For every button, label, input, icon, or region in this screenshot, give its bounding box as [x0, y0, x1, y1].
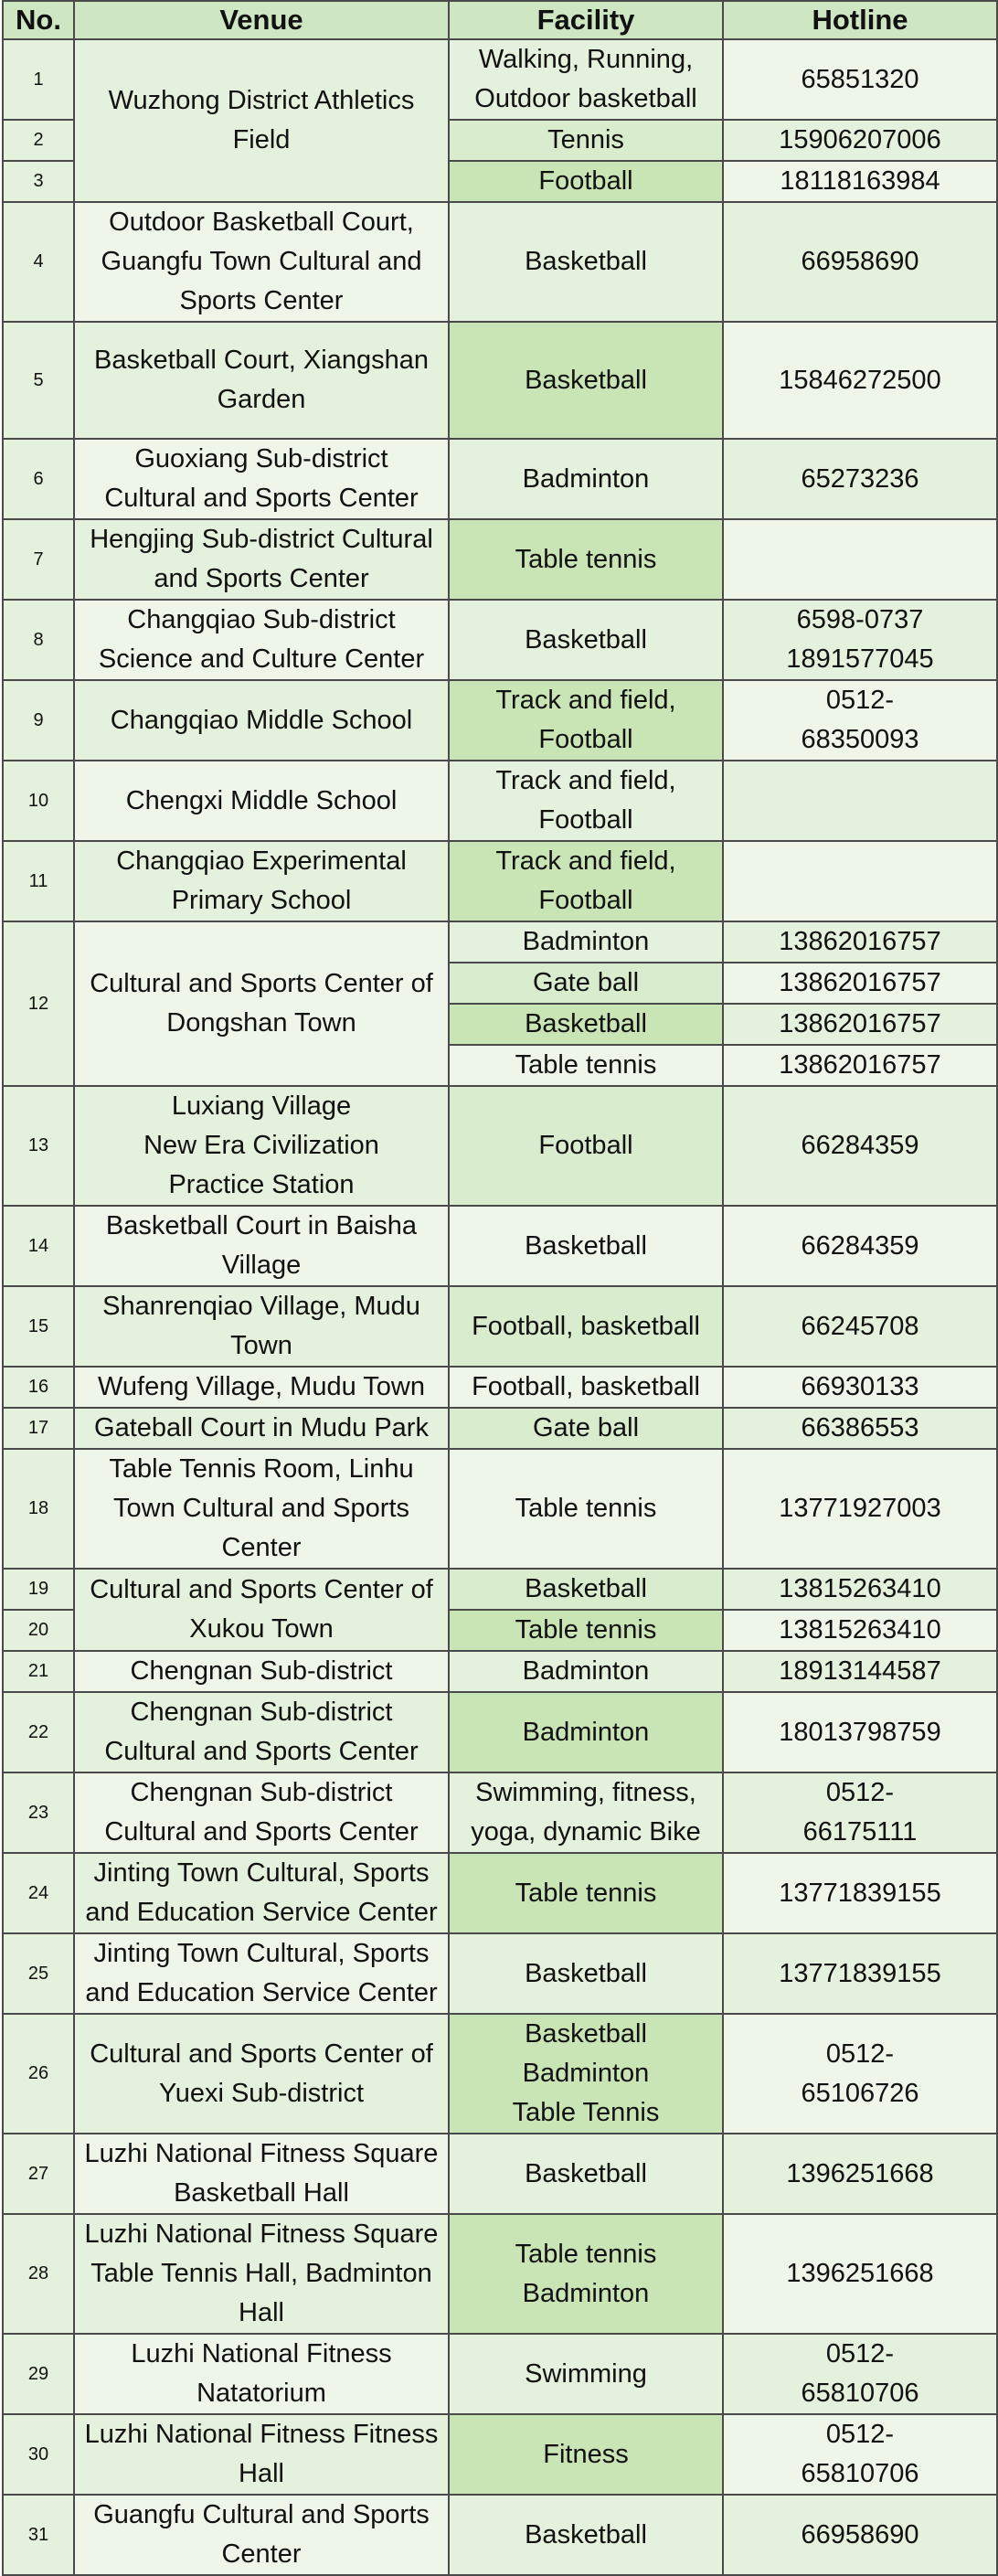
venue-cell: Cultural and Sports Center of Xukou Town	[74, 1569, 449, 1651]
row-number: 14	[3, 1206, 74, 1286]
row-number: 1	[3, 39, 74, 120]
venue-cell: Cultural and Sports Center of Dongshan Town	[74, 921, 449, 1086]
facility-cell: Swimming, fitness, yoga, dynamic Bike	[449, 1772, 723, 1853]
row-number: 19	[3, 1569, 74, 1610]
facility-cell: Tennis	[449, 120, 723, 161]
table-row	[3, 202, 997, 322]
hotline-cell: 18913144587	[723, 1651, 997, 1692]
table-row	[3, 2495, 997, 2575]
facility-cell: Football, basketball	[449, 1286, 723, 1367]
header-row	[3, 1, 997, 39]
hotline-cell: 0512- 68350093	[723, 680, 997, 761]
hotline-cell: 66386553	[723, 1408, 997, 1449]
facility-cell: Basketball	[449, 2134, 723, 2214]
venue-cell: Guoxiang Sub-district Cultural and Sports Center	[74, 439, 449, 519]
row-number: 15	[3, 1286, 74, 1367]
facility-cell: Football	[449, 1086, 723, 1206]
venue-cell: Luzhi National Fitness Natatorium	[74, 2334, 449, 2414]
row-number: 26	[3, 2014, 74, 2134]
table-row	[3, 2334, 997, 2414]
facility-cell: Football, basketball	[449, 1367, 723, 1408]
facility-cell: Table tennis Badminton	[449, 2214, 723, 2334]
header-facility: Facility	[449, 1, 723, 39]
row-number: 31	[3, 2495, 74, 2575]
table-row	[3, 2014, 997, 2134]
table-row	[3, 439, 997, 519]
venue-cell: Hengjing Sub-district Cultural and Sports Center	[74, 519, 449, 600]
hotline-cell: 66284359	[723, 1206, 997, 1286]
facility-cell: Badminton	[449, 921, 723, 963]
facility-cell: Basketball	[449, 202, 723, 322]
row-number: 6	[3, 439, 74, 519]
row-number: 12	[3, 921, 74, 1086]
hotline-cell: 66930133	[723, 1367, 997, 1408]
row-number: 17	[3, 1408, 74, 1449]
venue-cell: Chengnan Sub-district	[74, 1651, 449, 1692]
row-number: 10	[3, 761, 74, 841]
table-body	[3, 39, 997, 2575]
row-number: 30	[3, 2414, 74, 2495]
row-number: 13	[3, 1086, 74, 1206]
table-row	[3, 680, 997, 761]
row-number: 22	[3, 1692, 74, 1772]
venue-cell: Chengxi Middle School	[74, 761, 449, 841]
hotline-cell	[723, 761, 997, 841]
venue-cell: Cultural and Sports Center of Yuexi Sub-district	[74, 2014, 449, 2134]
table-row	[3, 841, 997, 921]
facility-cell: Badminton	[449, 439, 723, 519]
hotline-cell: 13862016757	[723, 1004, 997, 1045]
hotline-cell: 13862016757	[723, 921, 997, 963]
table-row	[3, 1206, 997, 1286]
table-row	[3, 1853, 997, 1933]
facility-cell: Basketball Badminton Table Tennis	[449, 2014, 723, 2134]
hotline-cell: 66958690	[723, 2495, 997, 2575]
facility-cell: Track and field, Football	[449, 680, 723, 761]
hotline-cell: 18013798759	[723, 1692, 997, 1772]
hotline-cell: 13771839155	[723, 1933, 997, 2014]
facility-cell: Basketball	[449, 1933, 723, 2014]
venue-cell: Guangfu Cultural and Sports Center	[74, 2495, 449, 2575]
facility-cell: Table tennis	[449, 1610, 723, 1651]
table-row	[3, 1367, 997, 1408]
facility-cell: Basketball	[449, 2495, 723, 2575]
table-row	[3, 1086, 997, 1206]
row-number: 3	[3, 161, 74, 202]
hotline-cell: 1396251668	[723, 2134, 997, 2214]
facility-cell: Table tennis	[449, 1853, 723, 1933]
row-number: 8	[3, 600, 74, 680]
row-number: 21	[3, 1651, 74, 1692]
hotline-cell: 66245708	[723, 1286, 997, 1367]
facility-cell: Walking, Running, Outdoor basketball	[449, 39, 723, 120]
facility-cell: Badminton	[449, 1692, 723, 1772]
venue-cell: Wuzhong District Athletics Field	[74, 39, 449, 202]
row-number: 25	[3, 1933, 74, 2014]
hotline-cell	[723, 841, 997, 921]
hotline-cell: 18118163984	[723, 161, 997, 202]
hotline-cell: 0512- 66175111	[723, 1772, 997, 1853]
venue-cell: Jinting Town Cultural, Sports and Education Service Center	[74, 1933, 449, 2014]
hotline-cell: 6598-0737 1891577045	[723, 600, 997, 680]
venue-cell: Luzhi National Fitness Fitness Hall	[74, 2414, 449, 2495]
facility-cell: Basketball	[449, 600, 723, 680]
table-row	[3, 1449, 997, 1569]
hotline-cell: 66958690	[723, 202, 997, 322]
venue-cell: Luxiang Village New Era Civilization Practice Station	[74, 1086, 449, 1206]
venue-cell: Changqiao Sub-district Science and Culture Center	[74, 600, 449, 680]
table-row	[3, 1651, 997, 1692]
row-number: 24	[3, 1853, 74, 1933]
hotline-cell: 0512- 65810706	[723, 2334, 997, 2414]
venue-cell: Luzhi National Fitness Square Table Tennis Hall, Badminton Hall	[74, 2214, 449, 2334]
table-row	[3, 2134, 997, 2214]
hotline-cell: 66284359	[723, 1086, 997, 1206]
hotline-cell: 13862016757	[723, 1045, 997, 1086]
facility-table	[2, 0, 998, 2576]
hotline-cell: 1396251668	[723, 2214, 997, 2334]
table-row	[3, 1692, 997, 1772]
row-number: 20	[3, 1610, 74, 1651]
venue-cell: Basketball Court, Xiangshan Garden	[74, 322, 449, 439]
hotline-cell: 0512- 65106726	[723, 2014, 997, 2134]
row-number: 4	[3, 202, 74, 322]
table-row	[3, 1772, 997, 1853]
facility-cell: Basketball	[449, 1004, 723, 1045]
row-number: 5	[3, 322, 74, 439]
row-number: 29	[3, 2334, 74, 2414]
hotline-cell: 15906207006	[723, 120, 997, 161]
table-row	[3, 2414, 997, 2495]
venue-cell: Chengnan Sub-district Cultural and Sports Center	[74, 1692, 449, 1772]
hotline-cell	[723, 519, 997, 600]
venue-cell: Jinting Town Cultural, Sports and Education Service Center	[74, 1853, 449, 1933]
header-venue: Venue	[74, 1, 449, 39]
facility-cell: Fitness	[449, 2414, 723, 2495]
row-number: 16	[3, 1367, 74, 1408]
facility-cell: Basketball	[449, 1569, 723, 1610]
table-row	[3, 322, 997, 439]
venue-cell: Gateball Court in Mudu Park	[74, 1408, 449, 1449]
venue-cell: Outdoor Basketball Court, Guangfu Town Cultural and Sports Center	[74, 202, 449, 322]
facility-cell: Table tennis	[449, 519, 723, 600]
header-no: No.	[3, 1, 74, 39]
facility-cell: Basketball	[449, 322, 723, 439]
facility-cell: Table tennis	[449, 1045, 723, 1086]
hotline-cell: 13771839155	[723, 1853, 997, 1933]
table-row	[3, 2214, 997, 2334]
table-row	[3, 761, 997, 841]
venue-cell: Basketball Court in Baisha Village	[74, 1206, 449, 1286]
venue-cell: Changqiao Experimental Primary School	[74, 841, 449, 921]
table-row	[3, 519, 997, 600]
hotline-cell: 13862016757	[723, 963, 997, 1004]
hotline-cell: 13815263410	[723, 1569, 997, 1610]
facility-cell: Football	[449, 161, 723, 202]
facility-cell: Track and field, Football	[449, 761, 723, 841]
hotline-cell: 65273236	[723, 439, 997, 519]
facility-cell: Track and field, Football	[449, 841, 723, 921]
table-row	[3, 1933, 997, 2014]
table-row	[3, 921, 997, 963]
row-number: 9	[3, 680, 74, 761]
hotline-cell: 13771927003	[723, 1449, 997, 1569]
table-row	[3, 1569, 997, 1610]
venue-cell: Changqiao Middle School	[74, 680, 449, 761]
facility-cell: Gate ball	[449, 1408, 723, 1449]
table-row	[3, 600, 997, 680]
row-number: 28	[3, 2214, 74, 2334]
hotline-cell: 13815263410	[723, 1610, 997, 1651]
venue-cell: Luzhi National Fitness Square Basketball Hall	[74, 2134, 449, 2214]
venue-cell: Table Tennis Room, Linhu Town Cultural and Sports Center	[74, 1449, 449, 1569]
row-number: 7	[3, 519, 74, 600]
facility-cell: Table tennis	[449, 1449, 723, 1569]
row-number: 2	[3, 120, 74, 161]
facility-cell: Swimming	[449, 2334, 723, 2414]
venue-cell: Wufeng Village, Mudu Town	[74, 1367, 449, 1408]
hotline-cell: 65851320	[723, 39, 997, 120]
table-row	[3, 1408, 997, 1449]
venue-cell: Shanrenqiao Village, Mudu Town	[74, 1286, 449, 1367]
facility-cell: Basketball	[449, 1206, 723, 1286]
hotline-cell: 15846272500	[723, 322, 997, 439]
venue-cell: Chengnan Sub-district Cultural and Sports Center	[74, 1772, 449, 1853]
row-number: 23	[3, 1772, 74, 1853]
facility-cell: Gate ball	[449, 963, 723, 1004]
hotline-cell: 0512- 65810706	[723, 2414, 997, 2495]
row-number: 27	[3, 2134, 74, 2214]
facility-cell: Badminton	[449, 1651, 723, 1692]
row-number: 18	[3, 1449, 74, 1569]
header-hotline: Hotline	[723, 1, 997, 39]
row-number: 11	[3, 841, 74, 921]
table-row	[3, 1286, 997, 1367]
table-row	[3, 39, 997, 120]
